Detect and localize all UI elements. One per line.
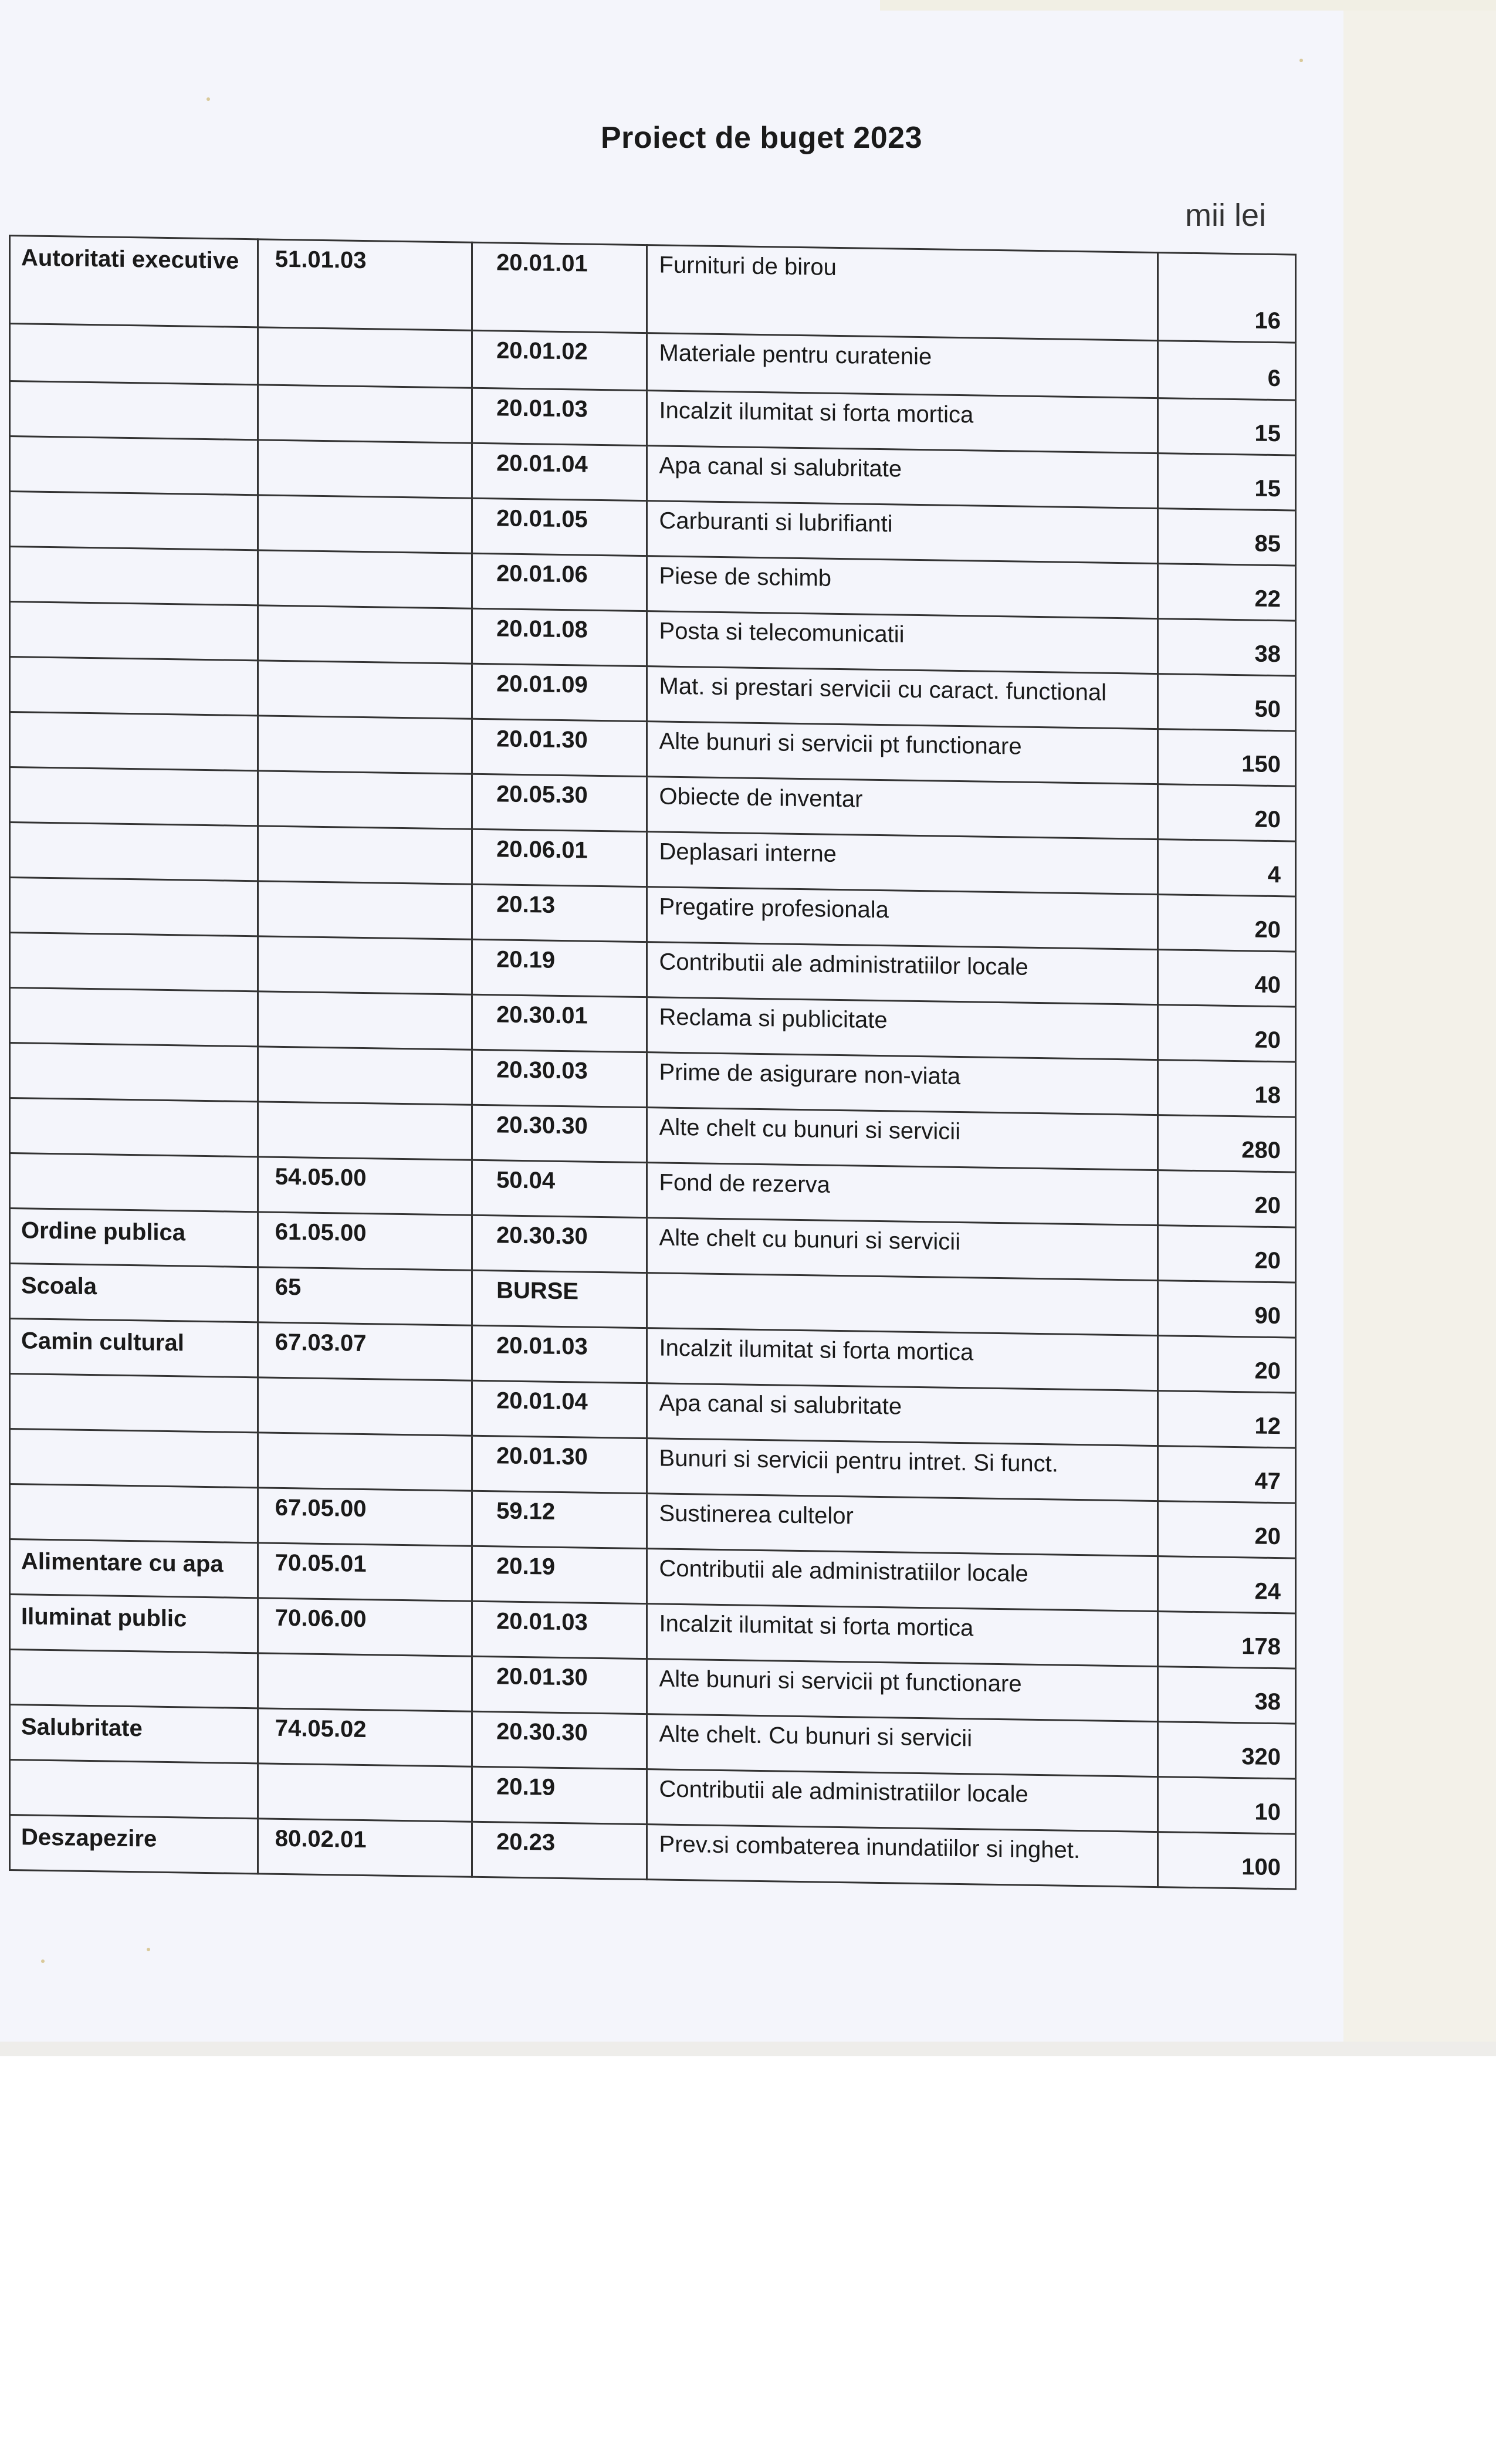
description-cell: Incalzit ilumitat si forta mortica — [647, 391, 1158, 453]
amount-cell: 85 — [1158, 509, 1296, 566]
amount-cell: 6 — [1158, 341, 1296, 400]
category-cell: Salubritate — [10, 1705, 258, 1764]
code-cell — [258, 881, 472, 939]
code-cell — [258, 1377, 472, 1436]
description-cell: Deplasari interne — [647, 832, 1158, 895]
category-cell — [10, 878, 258, 936]
code-cell — [258, 771, 472, 829]
subcode-cell: 20.13 — [472, 884, 647, 942]
subcode-cell: 20.05.30 — [472, 774, 647, 831]
scan-speck — [1299, 59, 1303, 62]
amount-cell: 15 — [1158, 453, 1296, 510]
category-cell — [10, 436, 258, 495]
description-cell: Alte chelt cu bunuri si servicii — [647, 1108, 1158, 1170]
code-cell: 74.05.02 — [258, 1708, 472, 1766]
description-cell: Contributii ale administratiilor locale — [647, 1769, 1158, 1832]
amount-cell: 150 — [1158, 729, 1296, 786]
amount-cell: 20 — [1158, 784, 1296, 841]
description-cell: Alte bunuri si servicii pt functionare — [647, 722, 1158, 784]
scan-edge-right — [1343, 0, 1496, 2056]
code-cell: 54.05.00 — [258, 1157, 472, 1215]
code-cell — [258, 1433, 472, 1491]
description-cell: Apa canal si salubritate — [647, 446, 1158, 509]
description-cell: Bunuri si servicii pentru intret. Si funct. — [647, 1439, 1158, 1501]
code-cell — [258, 440, 472, 498]
subcode-cell: 20.01.30 — [472, 1436, 647, 1493]
code-cell: 70.06.00 — [258, 1598, 472, 1656]
amount-cell: 38 — [1158, 619, 1296, 676]
category-cell — [10, 381, 258, 440]
code-cell: 70.05.01 — [258, 1543, 472, 1601]
description-cell: Fond de rezerva — [647, 1163, 1158, 1226]
subcode-cell: 20.30.01 — [472, 994, 647, 1052]
subcode-cell: BURSE — [472, 1270, 647, 1328]
code-cell — [258, 327, 472, 388]
category-cell: Autoritati executive — [10, 236, 258, 327]
description-cell: Reclama si publicitate — [647, 997, 1158, 1060]
amount-cell: 10 — [1158, 1777, 1296, 1834]
category-cell — [10, 1043, 258, 1102]
code-cell — [258, 1653, 472, 1711]
subcode-cell: 20.23 — [472, 1822, 647, 1879]
description-cell: Contributii ale administratiilor locale — [647, 942, 1158, 1005]
category-cell — [10, 657, 258, 716]
code-cell: 65 — [258, 1267, 472, 1325]
subcode-cell: 50.04 — [472, 1160, 647, 1217]
budget-table — [9, 235, 1297, 1890]
category-cell: Camin cultural — [10, 1319, 258, 1377]
subcode-cell: 20.01.03 — [472, 1601, 647, 1659]
subcode-cell: 20.01.04 — [472, 1380, 647, 1438]
category-cell — [10, 1760, 258, 1819]
description-cell: Posta si telecomunicatii — [647, 611, 1158, 674]
code-cell — [258, 716, 472, 774]
subcode-cell: 20.01.01 — [472, 242, 647, 333]
amount-cell: 20 — [1158, 1170, 1296, 1227]
category-cell — [10, 933, 258, 991]
category-cell — [10, 492, 258, 550]
category-cell — [10, 1098, 258, 1157]
description-cell: Furnituri de birou — [647, 245, 1158, 341]
subcode-cell: 20.01.05 — [472, 498, 647, 556]
code-cell: 67.05.00 — [258, 1488, 472, 1546]
subcode-cell: 20.01.03 — [472, 1325, 647, 1383]
category-cell — [10, 1484, 258, 1543]
amount-cell: 38 — [1158, 1667, 1296, 1724]
category-cell — [10, 1374, 258, 1433]
units-label: mii lei — [1185, 198, 1267, 233]
amount-cell: 20 — [1158, 895, 1296, 952]
amount-cell: 50 — [1158, 674, 1296, 731]
code-cell — [258, 1102, 472, 1160]
code-cell: 61.05.00 — [258, 1212, 472, 1270]
scan-edge-top — [880, 0, 1496, 11]
category-cell — [10, 602, 258, 661]
amount-cell: 178 — [1158, 1612, 1296, 1668]
subcode-cell: 20.01.09 — [472, 664, 647, 721]
subcode-cell: 20.30.03 — [472, 1050, 647, 1107]
description-cell: Apa canal si salubritate — [647, 1383, 1158, 1446]
code-cell — [258, 991, 472, 1050]
description-cell: Alte bunuri si servicii pt functionare — [647, 1659, 1158, 1722]
description-cell: Incalzit ilumitat si forta mortica — [647, 1328, 1158, 1391]
category-cell — [10, 823, 258, 881]
description-cell: Pregatire profesionala — [647, 887, 1158, 950]
category-cell — [10, 712, 258, 771]
category-cell — [10, 547, 258, 605]
subcode-cell: 20.01.06 — [472, 553, 647, 611]
code-cell: 67.03.07 — [258, 1322, 472, 1380]
subcode-cell: 20.01.08 — [472, 608, 647, 666]
amount-cell: 90 — [1158, 1281, 1296, 1338]
code-cell — [258, 1047, 472, 1105]
amount-cell: 16 — [1158, 253, 1296, 343]
scan-speck — [41, 1959, 45, 1963]
description-cell: Mat. si prestari servicii cu caract. functional — [647, 666, 1158, 729]
category-cell — [10, 767, 258, 826]
code-cell — [258, 550, 472, 608]
subcode-cell: 20.30.30 — [472, 1105, 647, 1162]
description-cell: Prev.si combaterea inundatiilor si inghet. — [647, 1825, 1158, 1887]
code-cell — [258, 495, 472, 553]
category-cell: Alimentare cu apa — [10, 1539, 258, 1598]
category-cell: Ordine publica — [10, 1209, 258, 1267]
category-cell — [10, 324, 258, 385]
amount-cell: 24 — [1158, 1556, 1296, 1613]
amount-cell: 22 — [1158, 564, 1296, 621]
amount-cell: 40 — [1158, 950, 1296, 1007]
budget-table-body — [10, 236, 1296, 1890]
category-cell: Scoala — [10, 1264, 258, 1322]
description-cell: Piese de schimb — [647, 556, 1158, 619]
code-cell — [258, 385, 472, 443]
subcode-cell: 20.19 — [472, 1546, 647, 1603]
amount-cell: 280 — [1158, 1115, 1296, 1172]
budget-table-wrapper — [9, 235, 1297, 1879]
subcode-cell: 20.19 — [472, 1766, 647, 1824]
amount-cell: 18 — [1158, 1060, 1296, 1117]
description-cell: Incalzit ilumitat si forta mortica — [647, 1604, 1158, 1667]
subcode-cell: 20.01.30 — [472, 719, 647, 776]
subcode-cell: 59.12 — [472, 1491, 647, 1548]
amount-cell: 15 — [1158, 398, 1296, 455]
subcode-cell: 20.06.01 — [472, 829, 647, 886]
scan-edge-bottom — [0, 2042, 1496, 2056]
code-cell — [258, 826, 472, 884]
category-cell — [10, 1429, 258, 1488]
amount-cell: 4 — [1158, 840, 1296, 896]
category-cell — [10, 988, 258, 1047]
description-cell: Alte chelt. Cu bunuri si servicii — [647, 1714, 1158, 1777]
description-cell: Sustinerea cultelor — [647, 1494, 1158, 1556]
subcode-cell: 20.30.30 — [472, 1215, 647, 1272]
category-cell — [10, 1153, 258, 1212]
amount-cell: 100 — [1158, 1832, 1296, 1889]
category-cell: Iluminat public — [10, 1595, 258, 1653]
description-cell: Carburanti si lubrifianti — [647, 501, 1158, 564]
code-cell: 80.02.01 — [258, 1819, 472, 1877]
code-cell — [258, 1764, 472, 1822]
description-cell: Alte chelt cu bunuri si servicii — [647, 1218, 1158, 1281]
subcode-cell: 20.01.30 — [472, 1656, 647, 1714]
amount-cell: 20 — [1158, 1336, 1296, 1393]
description-cell: Obiecte de inventar — [647, 777, 1158, 840]
code-cell: 51.01.03 — [258, 239, 472, 330]
amount-cell: 12 — [1158, 1391, 1296, 1448]
subcode-cell: 20.01.02 — [472, 330, 647, 390]
subcode-cell: 20.01.04 — [472, 443, 647, 500]
code-cell — [258, 605, 472, 664]
description-cell: Prime de asigurare non-viata — [647, 1052, 1158, 1115]
document-title: Proiect de buget 2023 — [600, 121, 923, 155]
description-cell: Contributii ale administratiilor locale — [647, 1549, 1158, 1612]
amount-cell: 320 — [1158, 1722, 1296, 1779]
subcode-cell: 20.30.30 — [472, 1711, 647, 1769]
description-cell — [647, 1273, 1158, 1336]
amount-cell: 20 — [1158, 1005, 1296, 1062]
category-cell — [10, 1650, 258, 1708]
amount-cell: 20 — [1158, 1226, 1296, 1282]
code-cell — [258, 936, 472, 994]
amount-cell: 20 — [1158, 1501, 1296, 1558]
category-cell: Deszapezire — [10, 1815, 258, 1874]
description-cell: Materiale pentru curatenie — [647, 333, 1158, 398]
scan-speck — [207, 97, 210, 101]
scan-speck — [147, 1948, 150, 1951]
subcode-cell: 20.01.03 — [472, 388, 647, 445]
amount-cell: 47 — [1158, 1446, 1296, 1503]
code-cell — [258, 661, 472, 719]
subcode-cell: 20.19 — [472, 939, 647, 997]
